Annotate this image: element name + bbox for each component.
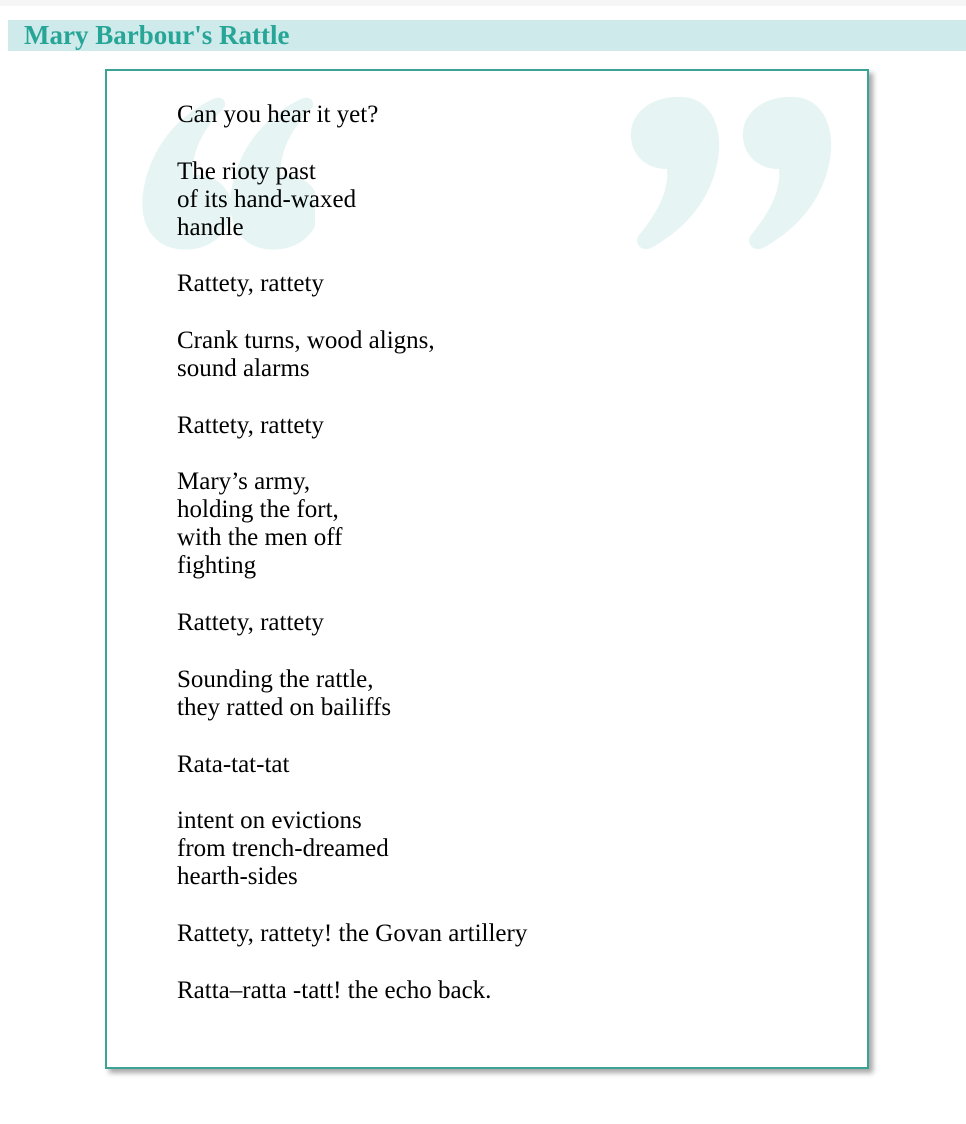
poem-stanza xyxy=(177,666,837,722)
poem-box xyxy=(105,69,869,1069)
poem-stanza xyxy=(177,977,837,1005)
poem-line: Can you hear it yet? xyxy=(177,101,379,128)
poem-stanza xyxy=(177,412,837,440)
poem-text xyxy=(177,101,837,1033)
poem-line: Mary’s army, xyxy=(177,468,311,496)
poem-stanza xyxy=(177,609,837,637)
poem-line: intent on evictions xyxy=(177,807,362,835)
poem-line: holding the fort, xyxy=(177,496,339,524)
poem-stanza xyxy=(177,920,837,948)
poem-line: hearth-sides xyxy=(177,863,298,891)
poem-line: Ratta–ratta -tatt! the echo back. xyxy=(177,976,492,1004)
poem-line: with the men off xyxy=(177,524,343,552)
poem-line: Rattety, rattety! the Govan artillery xyxy=(177,919,528,947)
poem-line: Rattety, rattety xyxy=(177,609,324,637)
poem-stanza xyxy=(177,468,837,580)
poem-stanza xyxy=(177,807,837,891)
poem-line: Rattety, rattety xyxy=(177,411,324,439)
poem-stanza xyxy=(177,158,837,242)
poem-line: fighting xyxy=(177,552,257,580)
poem-line: Sounding the rattle, xyxy=(177,665,374,693)
poem-stanza xyxy=(177,270,837,298)
poem-line: Rata-tat-tat xyxy=(177,750,290,778)
top-edge-strip xyxy=(0,0,966,6)
poem-line: Rattety, rattety xyxy=(177,270,324,298)
poem-line: of its hand-waxed xyxy=(177,185,357,213)
poem-line: sound alarms xyxy=(177,355,310,383)
page-title: Mary Barbour's Rattle xyxy=(24,20,290,50)
poem-line: handle xyxy=(177,213,244,241)
poem-line: from trench-dreamed xyxy=(177,835,389,863)
poem-line: The rioty past xyxy=(177,157,316,185)
poem-stanza xyxy=(177,751,837,779)
poem-stanza xyxy=(177,101,837,129)
title-bar xyxy=(8,20,966,51)
poem-stanza xyxy=(177,327,837,383)
poem-line: Crank turns, wood aligns, xyxy=(177,327,435,355)
poem-line: they ratted on bailiffs xyxy=(177,693,392,721)
